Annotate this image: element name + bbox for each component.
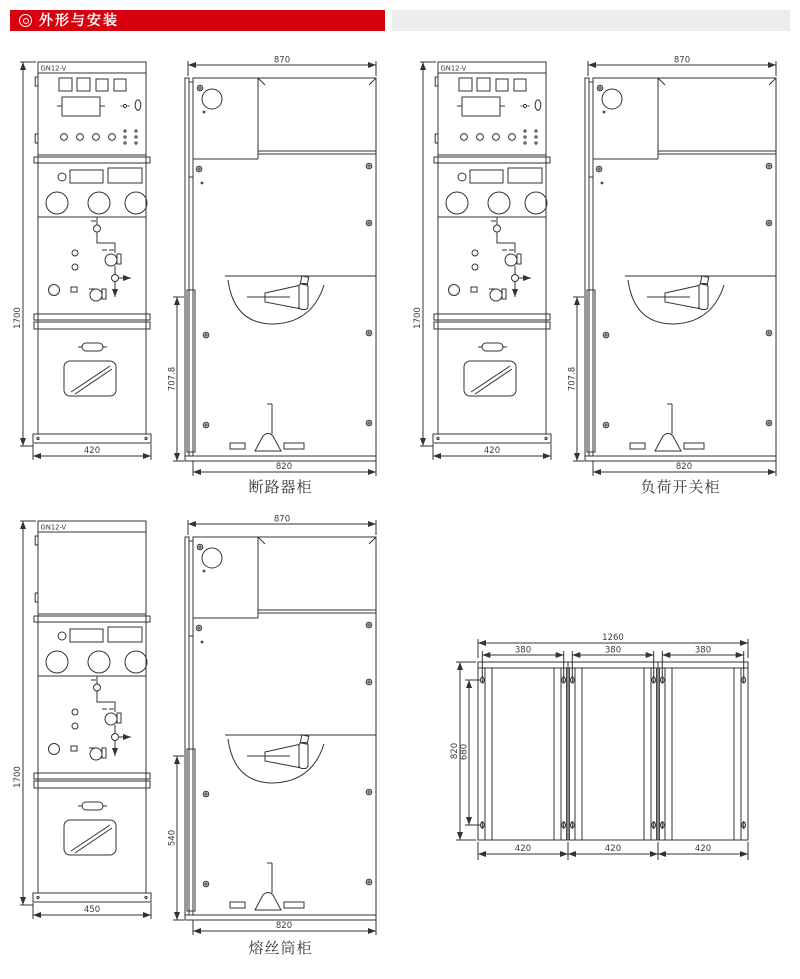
top-width-dimension-label: 870: [273, 514, 291, 525]
frame-band-upper: [34, 155, 150, 163]
section-title: 外形与安装: [39, 12, 119, 29]
hole-spacing-label-1: 380: [514, 645, 532, 656]
side-view-load-switch-cabinet: [568, 52, 793, 482]
width-dimension: [433, 444, 551, 460]
cabinet-front-view-drawing: [12, 515, 167, 930]
cable-gland: [630, 404, 704, 451]
hole-spacing-label-3: 380: [694, 645, 712, 656]
mounting-bolts: [196, 85, 372, 428]
front-view-fuse-tube-cabinet: [12, 515, 167, 934]
mimic-diagram: [49, 217, 132, 301]
cabinet-outline: [33, 62, 151, 443]
side-view-circuit-breaker-cabinet: [168, 52, 393, 482]
indicator-symbol: [121, 104, 130, 107]
cabinet-width-label-2: 420: [604, 844, 622, 854]
anchor-holes: [481, 677, 746, 829]
dot-columns: [524, 130, 537, 144]
hole-spacing-dimensions: [482, 646, 743, 684]
mounting-bolts: [196, 544, 372, 887]
floor-plan-drawing: [448, 632, 783, 877]
hole-depth-dimension-label: 680: [459, 743, 470, 761]
side-view-fuse-tube-cabinet: [168, 511, 393, 941]
bottom-width-dimension-label: 820: [275, 921, 293, 931]
bottom-width-dimension: [193, 920, 376, 935]
mimic-diagram: [49, 676, 132, 760]
width-dimension-label: 420: [483, 446, 501, 456]
height-dimension: [413, 62, 436, 446]
cable-height-dimension: [168, 297, 184, 461]
enclosure: [585, 78, 776, 461]
cabinet-side-view-drawing: [168, 511, 393, 937]
cabinet-width-label-1: 420: [514, 844, 532, 854]
height-dimension-label: 1700: [413, 307, 423, 329]
operation-panel: [38, 168, 147, 217]
front-view-load-switch-cabinet: [412, 56, 567, 475]
header-gray-bar: [392, 10, 790, 31]
depth-dimension-label: 820: [450, 742, 460, 760]
height-dimension-label: 1700: [13, 766, 23, 788]
mounting-bolts: [596, 85, 772, 428]
figure-caption-circuit-breaker-cabinet: 断路器柜: [248, 478, 313, 496]
cabinet-width-dimensions: [478, 842, 748, 860]
top-width-dimension-label: 870: [273, 55, 291, 66]
height-dimension: [13, 521, 36, 905]
cable-bushing: [625, 276, 776, 324]
cable-bushing: [225, 276, 376, 324]
cable-gland: [230, 863, 304, 910]
top-channel: [478, 662, 748, 668]
lock-keyhole-icon: [135, 100, 141, 111]
cabinet-outline: [433, 62, 551, 443]
cable-height-dimension-label: 540: [168, 829, 178, 847]
total-width-label: 1260: [602, 633, 624, 643]
installation-floor-plan: [448, 632, 783, 881]
bottom-width-dimension: [193, 461, 376, 476]
hole-spacing-label-2: 380: [604, 645, 622, 656]
enclosure: [185, 537, 376, 920]
model-label: GN12-V: [40, 64, 67, 73]
dot-columns: [124, 130, 137, 144]
cabinet-outline: [33, 521, 151, 902]
cable-height-dimension: [168, 756, 184, 920]
frame-band-upper: [434, 155, 550, 163]
width-dimension: [33, 903, 151, 919]
bottom-width-dimension-label: 820: [275, 462, 293, 472]
cable-gland: [230, 404, 304, 451]
top-width-dimension: [188, 56, 376, 77]
figure-caption-fuse-tube-cabinet: 熔丝筒柜: [248, 939, 313, 957]
lock-keyhole-icon: [535, 100, 541, 111]
operation-panel: [38, 627, 147, 676]
width-dimension-label: 450: [83, 905, 101, 915]
cabinet-front-view-drawing: [412, 56, 567, 471]
bottom-width-dimension-label: 820: [675, 462, 693, 472]
cabinet-front-view-drawing: [12, 56, 167, 471]
figure-caption-load-switch-cabinet: 负荷开关柜: [640, 478, 721, 496]
cabinet-side-view-drawing: [168, 52, 393, 478]
instrument-panel: [57, 78, 141, 144]
mimic-diagram: [449, 217, 532, 301]
frame-band-upper: [34, 614, 150, 622]
frame-band-lower: [34, 773, 150, 788]
width-dimension-label: 420: [83, 446, 101, 456]
cable-bushing: [225, 735, 376, 783]
model-label: GN12-V: [40, 523, 67, 532]
lower-door: [464, 343, 516, 396]
frame-band-lower: [434, 314, 550, 329]
height-dimension: [13, 62, 36, 446]
top-width-dimension-label: 870: [673, 55, 691, 66]
enclosure: [185, 78, 376, 461]
cable-height-dimension-label: 707.8: [568, 366, 578, 392]
cable-height-dimension-label: 707.8: [168, 366, 178, 392]
cabinet-width-label-3: 420: [694, 844, 712, 854]
width-dimension: [33, 444, 151, 460]
section-header-banner: [10, 10, 385, 31]
indicator-symbol: [521, 104, 530, 107]
bullseye-icon: [19, 14, 32, 27]
top-width-dimension: [588, 56, 776, 77]
lower-door: [64, 802, 116, 855]
operation-panel: [438, 168, 547, 217]
cabinet-side-view-drawing: [568, 52, 793, 478]
cable-height-dimension: [568, 297, 584, 461]
front-view-circuit-breaker-cabinet: [12, 56, 167, 475]
instrument-panel: [457, 78, 541, 144]
cabinet-footprints: [478, 668, 748, 840]
bottom-width-dimension: [593, 461, 776, 476]
model-label: GN12-V: [440, 64, 467, 73]
height-dimension-label: 1700: [13, 307, 23, 329]
frame-band-lower: [34, 314, 150, 329]
lower-door: [64, 343, 116, 396]
top-width-dimension: [188, 515, 376, 536]
